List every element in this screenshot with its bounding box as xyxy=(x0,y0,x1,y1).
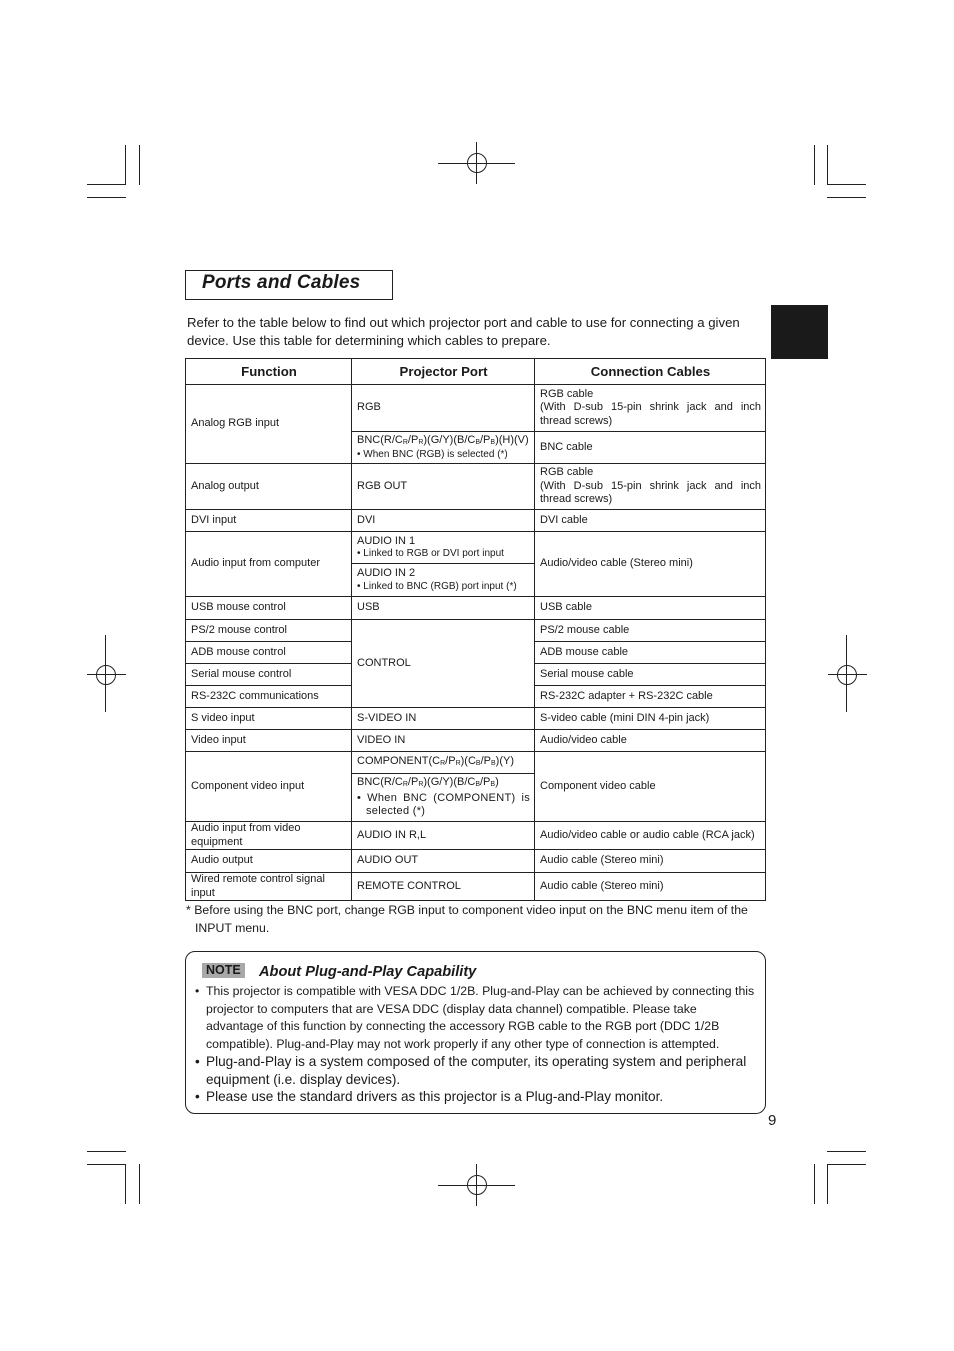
cable-cell: PS/2 mouse cable xyxy=(535,620,766,642)
note-label: NOTE xyxy=(202,963,245,978)
table-row xyxy=(186,822,766,850)
note-box xyxy=(185,951,766,1114)
function-cell: DVI input xyxy=(186,510,352,532)
port-cell: CONTROL xyxy=(352,620,535,708)
list-item: • Plug-and-Play is a system composed of the computer, its operating system and peripheral equipment (i.e. display devices). xyxy=(195,1054,747,1087)
function-cell: Analog RGB input xyxy=(186,385,352,464)
cable-cell: Audio/video cable or audio cable (RCA jack) xyxy=(535,822,766,850)
table-row xyxy=(186,850,766,873)
cable-cell: ADB mouse cable xyxy=(535,642,766,664)
note-title: About Plug-and-Play Capability xyxy=(259,964,477,980)
function-cell: ADB mouse control xyxy=(186,642,352,664)
port-cell: AUDIO IN 1 • Linked to RGB or DVI port input xyxy=(352,532,535,564)
cable-cell: Audio/video cable xyxy=(535,730,766,752)
table-row xyxy=(186,532,766,564)
port-cell: REMOTE CONTROL xyxy=(352,873,535,901)
port-cell: $BNC(R/C_R/P_R)(G/Y)(B/C_B/P_B)(H)(V)$ • When BNC (RGB) is selected (*) xyxy=(352,432,535,464)
function-cell: Audio output xyxy=(186,850,352,873)
table-row xyxy=(186,752,766,774)
page-number: 9 xyxy=(768,1112,777,1129)
function-cell: Serial mouse control xyxy=(186,664,352,686)
port-cell: RGB xyxy=(352,385,535,432)
cable-cell: Audio cable (Stereo mini) xyxy=(535,850,766,873)
port-cell: $COMPONENT(C_R/P_R)(C_B/P_B)(Y)$ xyxy=(352,752,535,774)
table-row xyxy=(186,597,766,620)
cable-cell: Audio cable (Stereo mini) xyxy=(535,873,766,901)
cable-cell: DVI cable xyxy=(535,510,766,532)
cable-cell: RS-232C adapter + RS-232C cable xyxy=(535,686,766,708)
function-cell: S video input xyxy=(186,708,352,730)
cable-cell: BNC cable xyxy=(535,432,766,464)
function-cell: Analog output xyxy=(186,464,352,510)
port-cell: DVI xyxy=(352,510,535,532)
ports-table xyxy=(185,358,766,901)
port-cell: USB xyxy=(352,597,535,620)
function-cell: PS/2 mouse control xyxy=(186,620,352,642)
function-cell: Video input xyxy=(186,730,352,752)
port-cell: S-VIDEO IN xyxy=(352,708,535,730)
cable-cell: RGB cable (With D-sub 15-pin shrink jack and inch thread screws) xyxy=(535,464,766,510)
list-item: • This projector is compatible with VESA DDC 1/2B. Plug-and-Play can be achieved by connecting this projector to computers that are VESA DDC (display data channel) compatible. Please take advantage of this function by connecting the accessory RGB cable to the RGB port (DDC 1/2B compatible). Plug-and-Play may not work properly if any other type of connection is attempted. xyxy=(195,984,755,1051)
header-function: Function xyxy=(186,359,352,385)
cable-cell: Component video cable xyxy=(535,752,766,822)
port-cell: RGB OUT xyxy=(352,464,535,510)
port-cell: AUDIO OUT xyxy=(352,850,535,873)
function-cell: Component video input xyxy=(186,752,352,822)
cable-cell: S-video cable (mini DIN 4-pin jack) xyxy=(535,708,766,730)
cable-cell: Audio/video cable (Stereo mini) xyxy=(535,532,766,597)
port-cell: AUDIO IN 2 • Linked to BNC (RGB) port input (*) xyxy=(352,564,535,597)
table-row xyxy=(186,730,766,752)
port-cell: AUDIO IN R,L xyxy=(352,822,535,850)
page-title: Ports and Cables xyxy=(202,272,361,293)
table-row xyxy=(186,385,766,432)
table-row xyxy=(186,873,766,901)
port-cell: VIDEO IN xyxy=(352,730,535,752)
port-cell: $BNC(R/C_R/P_R)(G/Y)(B/C_B/P_B)$ • When BNC (COMPONENT) is selected (*) xyxy=(352,774,535,822)
cable-cell: USB cable xyxy=(535,597,766,620)
table-header-row xyxy=(186,359,766,385)
function-cell: RS-232C communications xyxy=(186,686,352,708)
table-row xyxy=(186,620,766,642)
section-tab-marker xyxy=(771,305,828,359)
table-row xyxy=(186,708,766,730)
header-connection-cables: Connection Cables xyxy=(535,359,766,385)
section-title-box xyxy=(185,270,393,300)
function-cell: Audio input from computer xyxy=(186,532,352,597)
list-item: • Please use the standard drivers as this projector is a Plug-and-Play monitor. xyxy=(195,1089,664,1104)
function-cell: Wired remote control signal input xyxy=(186,873,352,901)
intro-paragraph: Refer to the table below to find out which projector port and cable to use for connecting a given device. Use this table for determining which cables to prepare. xyxy=(187,315,740,348)
bnc-footnote: * Before using the BNC port, change RGB input to component video input on the BNC menu item of the INPUT menu. xyxy=(186,903,748,935)
function-cell: USB mouse control xyxy=(186,597,352,620)
table-row xyxy=(186,464,766,510)
table-row xyxy=(186,510,766,532)
note-list xyxy=(195,983,757,1106)
cable-cell: Serial mouse cable xyxy=(535,664,766,686)
cable-cell: RGB cable (With D-sub 15-pin shrink jack and inch thread screws) xyxy=(535,385,766,432)
function-cell: Audio input from video equipment xyxy=(186,822,352,850)
header-projector-port: Projector Port xyxy=(352,359,535,385)
